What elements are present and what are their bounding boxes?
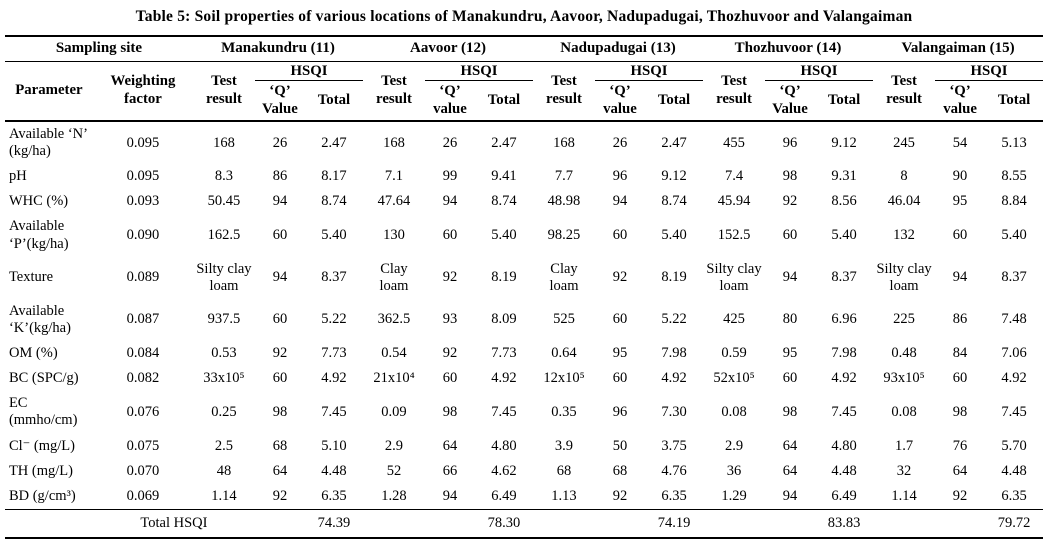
cell-test: 1.28 — [381, 487, 407, 504]
parameter-label: Available ‘N’ (kg/ha) — [5, 121, 93, 164]
weighting-factor-value: 0.082 — [126, 370, 160, 387]
cell-test: 130 — [383, 227, 405, 244]
total-hsqi-label: Total HSQI — [93, 509, 255, 538]
hsqi-header: HSQI — [765, 61, 873, 80]
cell-total: 7.73 — [321, 345, 347, 362]
table-body — [5, 121, 1043, 509]
cell-q: 98 — [272, 403, 288, 420]
cell-q: 64 — [782, 462, 798, 479]
cell-q: 86 — [952, 311, 968, 328]
cell-total: 5.40 — [491, 227, 517, 244]
cell-q: 98 — [442, 403, 458, 420]
footer-spacer — [765, 509, 815, 538]
parameter-label: OM (%) — [8, 345, 58, 362]
cell-total: 6.35 — [1001, 487, 1027, 504]
cell-total: 6.35 — [661, 487, 687, 504]
cell-q: 68 — [612, 462, 628, 479]
table-title: Table 5: Soil properties of various locations of Manakundru, Aavoor, Nadupadugai, Thozhuvoor and Valangaiman — [135, 8, 913, 25]
parameter-label: Cl⁻ (mg/L) — [8, 437, 75, 454]
cell-total: 8.74 — [321, 193, 347, 210]
cell-total: 2.47 — [475, 121, 533, 164]
cell-q: 66 — [442, 462, 458, 479]
footer-spacer — [425, 509, 475, 538]
cell-q: 68 — [272, 437, 288, 454]
weighting-factor-value: 0.090 — [126, 227, 160, 244]
cell-q: 95 — [952, 193, 968, 210]
cell-total: 8.19 — [661, 269, 687, 286]
cell-total: 5.22 — [321, 311, 347, 328]
parameter-label: pH — [8, 168, 27, 185]
test-result-header: Test result — [376, 73, 412, 107]
cell-q: 95 — [782, 345, 798, 362]
total-hsqi-value: 74.19 — [645, 509, 703, 538]
total-hsqi-value: 79.72 — [985, 509, 1043, 538]
cell-test: 425 — [723, 311, 745, 328]
cell-total: 6.49 — [491, 487, 517, 504]
cell-test: 245 — [873, 121, 935, 164]
cell-q: 26 — [425, 121, 475, 164]
cell-total: 2.47 — [305, 121, 363, 164]
cell-test: 7.4 — [724, 168, 744, 185]
cell-total: 7.48 — [1001, 311, 1027, 328]
weighting-factor-value: 0.087 — [126, 311, 160, 328]
cell-test: 362.5 — [377, 311, 411, 328]
cell-test: 1.7 — [894, 437, 914, 454]
cell-test: 47.64 — [377, 193, 411, 210]
header-row-groups — [5, 61, 1043, 80]
table-row — [5, 434, 1043, 459]
cell-q: 60 — [272, 311, 288, 328]
table-row — [5, 341, 1043, 366]
cell-test: Silty clay loam — [706, 260, 762, 294]
hsqi-header: HSQI — [255, 61, 363, 80]
cell-q: 90 — [952, 168, 968, 185]
cell-test: 1.14 — [211, 487, 237, 504]
cell-test: 0.59 — [721, 345, 747, 362]
cell-q: 84 — [952, 345, 968, 362]
q-value-header: ‘Q’ value — [603, 83, 637, 117]
cell-total: 8.19 — [491, 269, 517, 286]
cell-total: 7.06 — [1001, 345, 1027, 362]
cell-q: 92 — [272, 345, 288, 362]
cell-q: 92 — [612, 487, 628, 504]
cell-total: 4.92 — [321, 370, 347, 387]
parameter-label: BC (SPC/g) — [8, 370, 79, 387]
weighting-factor-value: 0.095 — [93, 121, 193, 164]
cell-total: 8.17 — [321, 168, 347, 185]
cell-total: 4.92 — [1001, 370, 1027, 387]
weighting-factor-value: 0.075 — [126, 437, 160, 454]
cell-total: 5.40 — [661, 227, 687, 244]
cell-test: 12x10⁵ — [543, 370, 585, 387]
cell-total: 7.98 — [831, 345, 857, 362]
cell-test: 455 — [703, 121, 765, 164]
cell-q: 92 — [952, 487, 968, 504]
cell-q: 60 — [612, 311, 628, 328]
cell-total: 5.70 — [1001, 437, 1027, 454]
cell-test: 0.35 — [551, 403, 577, 420]
cell-test: 1.13 — [551, 487, 577, 504]
parameter-header: Parameter — [15, 82, 83, 99]
total-hsqi-value: 78.30 — [475, 509, 533, 538]
cell-q: 50 — [612, 437, 628, 454]
table-row — [5, 214, 1043, 256]
cell-q: 94 — [782, 487, 798, 504]
test-result-header: Test result — [716, 73, 752, 107]
cell-total: 4.80 — [491, 437, 517, 454]
cell-total: 4.92 — [661, 370, 687, 387]
cell-q: 96 — [612, 168, 628, 185]
cell-total: 4.76 — [661, 462, 687, 479]
cell-total: 8.37 — [1001, 269, 1027, 286]
cell-test: 7.1 — [384, 168, 404, 185]
table-footer — [5, 509, 1043, 538]
parameter-label: EC (mmho/cm) — [8, 395, 78, 429]
total-hsqi-row — [5, 509, 1043, 538]
cell-q: 60 — [272, 227, 288, 244]
test-result-header: Test result — [886, 73, 922, 107]
cell-q: 95 — [612, 345, 628, 362]
cell-total: 7.45 — [321, 403, 347, 420]
footer-spacer — [595, 509, 645, 538]
cell-total: 6.35 — [321, 487, 347, 504]
cell-total: 9.31 — [831, 168, 857, 185]
parameter-label: Available ‘P’(kg/ha) — [8, 218, 69, 252]
cell-test: 21x10⁴ — [373, 370, 415, 387]
q-value-header: ‘Q’ value — [943, 83, 977, 117]
cell-q: 60 — [782, 370, 798, 387]
parameter-label: WHC (%) — [8, 193, 69, 210]
cell-test: Clay loam — [549, 260, 579, 294]
cell-total: 2.47 — [645, 121, 703, 164]
table-row — [5, 484, 1043, 510]
cell-q: 80 — [782, 311, 798, 328]
table-row — [5, 459, 1043, 484]
table-row — [5, 391, 1043, 433]
weighting-factor-header: Weighting factor — [110, 73, 176, 107]
cell-test: 33x10⁵ — [203, 370, 245, 387]
cell-test: 50.45 — [207, 193, 241, 210]
cell-test: 168 — [363, 121, 425, 164]
cell-q: 60 — [442, 370, 458, 387]
cell-total: 8.37 — [321, 269, 347, 286]
cell-total: 7.45 — [1001, 403, 1027, 420]
cell-test: 46.04 — [887, 193, 921, 210]
footer-spacer — [703, 509, 765, 538]
weighting-factor-value: 0.069 — [126, 487, 160, 504]
footer-spacer — [873, 509, 935, 538]
site-header: Manakundru (11) — [193, 36, 363, 61]
table-row — [5, 257, 1043, 299]
cell-q: 99 — [442, 168, 458, 185]
cell-q: 94 — [442, 487, 458, 504]
weighting-factor-value: 0.089 — [126, 269, 160, 286]
cell-q: 60 — [782, 227, 798, 244]
cell-q: 98 — [952, 403, 968, 420]
cell-q: 54 — [935, 121, 985, 164]
cell-total: 5.10 — [321, 437, 347, 454]
weighting-factor-value: 0.084 — [126, 345, 160, 362]
cell-test: 0.09 — [381, 403, 407, 420]
cell-q: 92 — [272, 487, 288, 504]
cell-q: 93 — [442, 311, 458, 328]
weighting-factor-value: 0.095 — [126, 168, 160, 185]
total-header: Total — [997, 91, 1031, 108]
cell-q: 26 — [255, 121, 305, 164]
cell-total: 6.96 — [831, 311, 857, 328]
hsqi-header: HSQI — [595, 61, 703, 80]
cell-total: 6.49 — [831, 487, 857, 504]
cell-total: 4.80 — [831, 437, 857, 454]
cell-test: 8 — [900, 168, 908, 185]
total-header: Total — [827, 91, 861, 108]
weighting-factor-value: 0.076 — [126, 403, 160, 420]
site-header: Valangaiman (15) — [873, 36, 1043, 61]
cell-q: 60 — [612, 370, 628, 387]
cell-q: 60 — [442, 227, 458, 244]
cell-total: 8.74 — [661, 193, 687, 210]
table-header — [5, 36, 1043, 121]
cell-q: 26 — [595, 121, 645, 164]
cell-total: 3.75 — [661, 437, 687, 454]
cell-test: 2.9 — [724, 437, 744, 454]
cell-q: 64 — [272, 462, 288, 479]
cell-total: 9.12 — [661, 168, 687, 185]
cell-total: 4.48 — [831, 462, 857, 479]
cell-total: 4.48 — [1001, 462, 1027, 479]
cell-total: 4.62 — [491, 462, 517, 479]
cell-total: 9.12 — [815, 121, 873, 164]
q-value-header: ‘Q’ Value — [772, 83, 808, 117]
parameter-label: BD (g/cm³) — [8, 487, 76, 504]
cell-test: 0.53 — [211, 345, 237, 362]
cell-test: 1.29 — [721, 487, 747, 504]
cell-test: 8.3 — [214, 168, 234, 185]
cell-test: 2.9 — [384, 437, 404, 454]
cell-q: 98 — [782, 168, 798, 185]
cell-test: 3.9 — [554, 437, 574, 454]
cell-q: 94 — [782, 269, 798, 286]
cell-q: 94 — [442, 193, 458, 210]
weighting-factor-value: 0.093 — [126, 193, 160, 210]
total-header: Total — [487, 91, 521, 108]
cell-total: 5.40 — [321, 227, 347, 244]
test-result-header: Test result — [206, 73, 242, 107]
cell-test: 225 — [893, 311, 915, 328]
cell-q: 92 — [782, 193, 798, 210]
cell-test: 7.7 — [554, 168, 574, 185]
cell-test: 0.48 — [891, 345, 917, 362]
site-header: Nadupadugai (13) — [533, 36, 703, 61]
cell-q: 92 — [612, 269, 628, 286]
cell-total: 5.13 — [985, 121, 1043, 164]
cell-total: 8.09 — [491, 311, 517, 328]
cell-test: 0.08 — [721, 403, 747, 420]
test-result-header: Test result — [546, 73, 582, 107]
table-row — [5, 121, 1043, 164]
cell-q: 60 — [952, 227, 968, 244]
q-value-header: ‘Q’ value — [433, 83, 467, 117]
cell-q: 96 — [765, 121, 815, 164]
cell-q: 94 — [272, 193, 288, 210]
cell-total: 8.56 — [831, 193, 857, 210]
footer-spacer — [5, 509, 93, 538]
cell-test: 45.94 — [717, 193, 751, 210]
cell-test: Clay loam — [379, 260, 409, 294]
cell-total: 5.22 — [661, 311, 687, 328]
cell-total: 8.74 — [491, 193, 517, 210]
parameter-label: Available ‘K’(kg/ha) — [8, 302, 71, 337]
cell-test: 68 — [556, 462, 572, 479]
cell-q: 94 — [612, 193, 628, 210]
cell-test: 32 — [896, 462, 912, 479]
cell-test: 0.54 — [381, 345, 407, 362]
cell-q: 60 — [272, 370, 288, 387]
cell-test: 1.14 — [891, 487, 917, 504]
table-row — [5, 366, 1043, 391]
total-hsqi-value: 83.83 — [815, 509, 873, 538]
cell-total: 5.40 — [831, 227, 857, 244]
cell-test: 98.25 — [547, 227, 581, 244]
cell-test: Silty clay loam — [876, 260, 932, 294]
cell-total: 7.73 — [491, 345, 517, 362]
cell-test: 93x10⁵ — [883, 370, 925, 387]
cell-test: 0.08 — [891, 403, 917, 420]
total-header: Total — [657, 91, 691, 108]
cell-test: 0.25 — [211, 403, 237, 420]
cell-q: 64 — [952, 462, 968, 479]
cell-total: 8.55 — [1001, 168, 1027, 185]
cell-total: 7.30 — [661, 403, 687, 420]
cell-test: 162.5 — [207, 227, 241, 244]
header-row-sites — [5, 36, 1043, 61]
cell-total: 4.48 — [321, 462, 347, 479]
cell-total: 5.40 — [1001, 227, 1027, 244]
cell-total: 4.92 — [831, 370, 857, 387]
footer-spacer — [533, 509, 595, 538]
cell-test: 52x10⁵ — [713, 370, 755, 387]
cell-test: 168 — [533, 121, 595, 164]
cell-test: 48.98 — [547, 193, 581, 210]
q-value-header: ‘Q’ Value — [262, 83, 298, 117]
cell-test: 36 — [726, 462, 742, 479]
cell-total: 7.98 — [661, 345, 687, 362]
total-header: Total — [317, 91, 351, 108]
parameter-label: TH (mg/L) — [8, 462, 73, 479]
parameter-label: Texture — [8, 269, 54, 286]
cell-total: 8.84 — [1001, 193, 1027, 210]
cell-q: 92 — [442, 345, 458, 362]
sampling-site-header: Sampling site — [5, 36, 193, 61]
cell-q: 98 — [782, 403, 798, 420]
total-hsqi-value: 74.39 — [305, 509, 363, 538]
cell-q: 60 — [952, 370, 968, 387]
cell-total: 7.45 — [831, 403, 857, 420]
cell-q: 64 — [442, 437, 458, 454]
soil-properties-table — [5, 35, 1043, 539]
cell-q: 94 — [272, 269, 288, 286]
cell-q: 94 — [952, 269, 968, 286]
cell-test: 0.64 — [551, 345, 577, 362]
cell-q: 60 — [612, 227, 628, 244]
weighting-factor-value: 0.070 — [126, 462, 160, 479]
table-row — [5, 299, 1043, 341]
cell-test: 168 — [193, 121, 255, 164]
cell-total: 9.41 — [491, 168, 517, 185]
hsqi-header: HSQI — [425, 61, 533, 80]
cell-total: 8.37 — [831, 269, 857, 286]
site-header: Aavoor (12) — [363, 36, 533, 61]
footer-spacer — [363, 509, 425, 538]
cell-total: 4.92 — [491, 370, 517, 387]
table-row — [5, 189, 1043, 214]
cell-q: 86 — [272, 168, 288, 185]
cell-test: 152.5 — [717, 227, 751, 244]
cell-q: 92 — [442, 269, 458, 286]
hsqi-header: HSQI — [935, 61, 1043, 80]
cell-test: 52 — [386, 462, 402, 479]
cell-test: 48 — [216, 462, 232, 479]
cell-q: 76 — [952, 437, 968, 454]
cell-test: 937.5 — [207, 311, 241, 328]
cell-test: Silty clay loam — [196, 260, 252, 294]
footer-spacer — [935, 509, 985, 538]
cell-test: 132 — [893, 227, 915, 244]
cell-test: 2.5 — [214, 437, 234, 454]
cell-q: 96 — [612, 403, 628, 420]
cell-total: 7.45 — [491, 403, 517, 420]
site-header: Thozhuvoor (14) — [703, 36, 873, 61]
footer-spacer — [255, 509, 305, 538]
cell-test: 525 — [553, 311, 575, 328]
table-row — [5, 164, 1043, 189]
cell-q: 64 — [782, 437, 798, 454]
